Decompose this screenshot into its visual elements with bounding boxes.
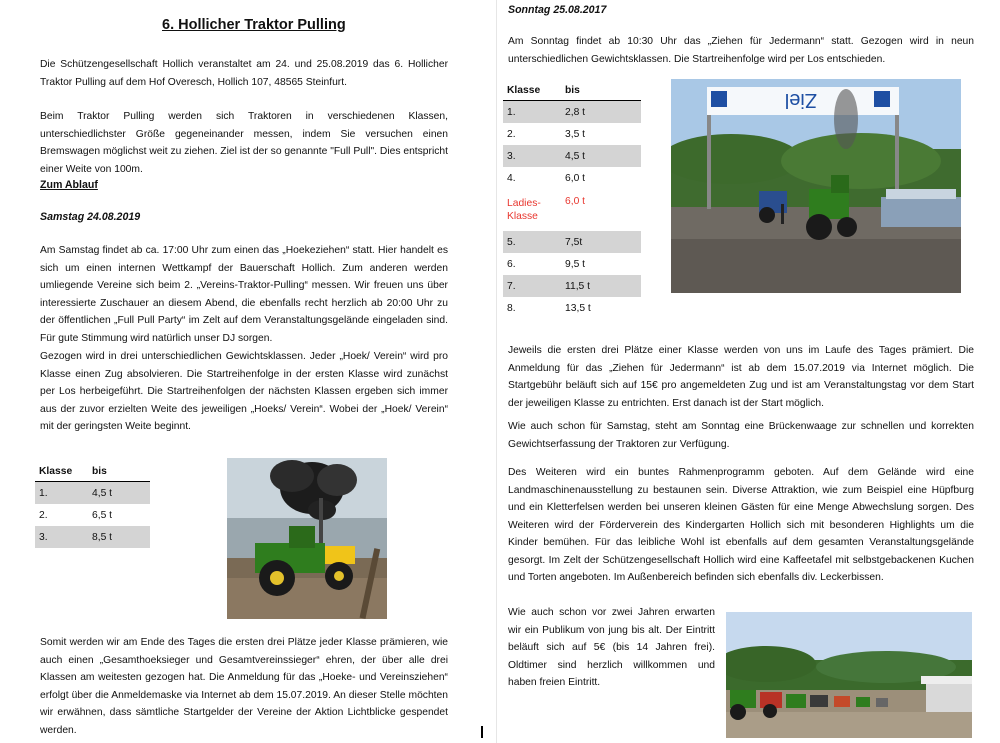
program-paragraph: Des Weiteren wird ein buntes Rahmenprogramm geboten. Auf dem Gelände wird eine Landmaschinenausstellung zu bestaunen sein. Diverse Attraktion, wie zum Beispiel eine Hüpfburg und ein Kletterfelsen werden bei unseren kleinen Gästen für eine Menge Abwechslung sorgen. Des Weiteren wird der Förderverein des Kindergarten Hollich sich mit besonderen Highlights um die Kinder bemühen. Für das leibliche Wohl ist ebenfalls auf dem gesamten Veranstaltungsgelände gesorgt. Im Zelt der Schützengesellschaft Hollich wird eine Kaffeetafel mit selbstgebackenen Kuchen und Torten angeboten. Im Außenbereich befinden sich ebenfalls div. Leckerbissen. <box>508 467 974 583</box>
class-cell: 2. <box>39 509 48 521</box>
table-row <box>503 145 641 167</box>
rules-paragraph: Beim Traktor Pulling werden sich Traktoren in verschiedenen Klassen, unterschiedlichster Größe gegeneinander messen, indem Sie versuchen einen Bremswagen möglichst weit zu ziehen. Ziel ist der so genannte "Full Pull". Dies entspricht einer Weite von 100m. <box>40 111 448 175</box>
col-limit-header: bis <box>561 80 641 101</box>
limit-cell: 4,5 t <box>561 145 641 167</box>
left-page <box>0 0 488 743</box>
ziel-banner-text: Ziel <box>784 89 817 111</box>
limit-cell: 11,5 t <box>561 275 641 297</box>
scale-paragraph: Wie auch schon für Samstag, steht am Sonntag eine Brückenwaage zur schnellen und korrekten Gewichtserfassung der Traktoren zur Verfügung. <box>508 421 974 450</box>
table-header <box>503 80 641 101</box>
class-cell: 4. <box>507 172 516 184</box>
class-cell: 1. <box>35 482 88 505</box>
table-row <box>503 101 641 124</box>
sunday-class-table <box>503 80 641 319</box>
saturday-paragraph: Am Samstag findet ab ca. 17:00 Uhr zum einen das „Hoekeziehen“ statt. Hier handelt es sich um einen internen Wettkampf der Bauerschaft Hollich. Zum anderen werden umliegende Vereine sich beim 2. „Vereins-Traktor-Pulling“ messen. Wir freuen uns über interessierte Zuschauer an diesem Abend, die ebenfalls recht herzlich ab 20:00 Uhr zu der öffentlichen „Full Pull Party“ im Zelt auf dem Veranstaltungsgelände eingeladen sind. Für gute Stimmung wird natürlich unser DJ sorgen. <box>40 245 448 344</box>
col-limit-header: bis <box>88 461 150 482</box>
page-divider <box>496 0 497 743</box>
class-cell: 3. <box>503 145 561 167</box>
text-cursor <box>481 726 483 738</box>
class-cell: 3. <box>35 526 88 548</box>
table-header <box>35 461 150 482</box>
ablauf-heading: Zum Ablauf <box>40 179 98 191</box>
class-cell: 2. <box>507 128 516 140</box>
limit-cell: 7,5t <box>561 231 641 253</box>
tractor-pulling-photo <box>227 458 387 619</box>
limit-cell: 3,5 t <box>565 128 586 140</box>
prize-paragraph: Jeweils die ersten drei Plätze einer Klasse werden von uns im Laufe des Tages prämiert. Die Anmeldung für das „Ziehen für Jedermann“ ist ab dem 15.07.2019 via Internet möglich. Die Startgebühr beläuft sich auf 15€ pro angemeldeten Zug und ist am Veranstaltungstag vor dem Start der jeweiligen Klasse zu entrichten. Erst danach ist der Start möglich. <box>508 345 974 409</box>
saturday-heading: Samstag 24.08.2019 <box>40 211 141 223</box>
limit-cell: 13,5 t <box>565 302 591 314</box>
intro-paragraph: Die Schützengesellschaft Hollich veranstaltet am 24. und 25.08.2019 das 6. Hollicher Traktor Pulling auf dem Hof Overesch, Hollich 107, 48565 Steinfurt. <box>40 59 448 88</box>
table-row <box>503 123 641 145</box>
class-cell: 1. <box>503 101 561 124</box>
limit-cell: 4,5 t <box>88 482 150 505</box>
table-row <box>503 297 641 319</box>
limit-cell: 6,5 t <box>92 509 113 521</box>
table-row <box>503 231 641 253</box>
limit-cell: 2,8 t <box>561 101 641 124</box>
table-row <box>35 526 150 548</box>
class-cell: 6. <box>507 258 516 270</box>
sunday-paragraph: Am Sonntag findet ab 10:30 Uhr das „Ziehen für Jedermann“ statt. Gezogen wird in neun unterschiedlichen Gewichtsklassen. Die Startreihenfolge wird per Los entschieden. <box>508 36 974 65</box>
limit-cell-ladies: 6,0 t <box>565 196 586 207</box>
limit-cell: 8,5 t <box>88 526 150 548</box>
class-cell-ladies: Ladies-Klasse <box>507 198 541 222</box>
limit-cell: 6,0 t <box>565 172 586 184</box>
finish-line-photo <box>671 79 961 293</box>
class-cell: 8. <box>507 302 516 314</box>
sunday-heading: Sonntag 25.08.2017 <box>508 4 607 16</box>
table-row <box>503 253 641 275</box>
col-class-header: Klasse <box>503 80 561 101</box>
audience-paragraph: Wie auch schon vor zwei Jahren erwarten wir ein Publikum von jung bis alt. Der Eintritt beläuft sich auf 5€ (bis 14 Jahren frei). Oldtimer sind herzlich willkommen und haben freien Eintritt. <box>508 607 715 688</box>
table-row <box>503 275 641 297</box>
saturday-class-table <box>35 461 150 548</box>
table-row <box>35 504 150 526</box>
table-row <box>503 167 641 189</box>
closing-paragraph: Somit werden wir am Ende des Tages die ersten drei Plätze jeder Klasse prämieren, wie auch einen „Gesamthoeksieger und Gesamtvereinssieger“ ehren, der über alle drei Klassen am weitesten gezogen hat. Die Anmeldung für das „Hoeke- und Vereinsziehen“ erfolgt über die Anmeldemaske via Internet ab dem 15.07.2019. An dieser Stelle möchten wir erwähnen, dass sämtliche Startgelder der Vereine der Aktion Lichtblicke gespendet werden. <box>40 637 448 736</box>
table-row-ladies <box>503 189 641 231</box>
weight-class-paragraph: Gezogen wird in drei unterschiedlichen Gewichtsklassen. Jeder „Hoek/ Verein“ wird pro Klasse einen Zug absolvieren. Die Startreihenfolge in der ersten Klasse wird zunächst per Los herbeigeführt. Die Startreihenfolgen der nächsten Klassen ergeben sich immer aus der zuvor erzielten Weite des jeweiligen „Hoeks/ Verein“. Wobei der „Hoek/ Verein“ mit der geringsten Weite beginnt. <box>40 351 448 432</box>
limit-cell: 9,5 t <box>565 258 586 270</box>
oldtimer-tractors-photo <box>726 612 972 738</box>
right-page <box>500 0 1000 743</box>
page-title: 6. Hollicher Traktor Pulling <box>162 17 346 33</box>
class-cell: 7. <box>503 275 561 297</box>
class-cell: 5. <box>503 231 561 253</box>
col-class-header: Klasse <box>35 461 88 482</box>
table-row <box>35 482 150 505</box>
